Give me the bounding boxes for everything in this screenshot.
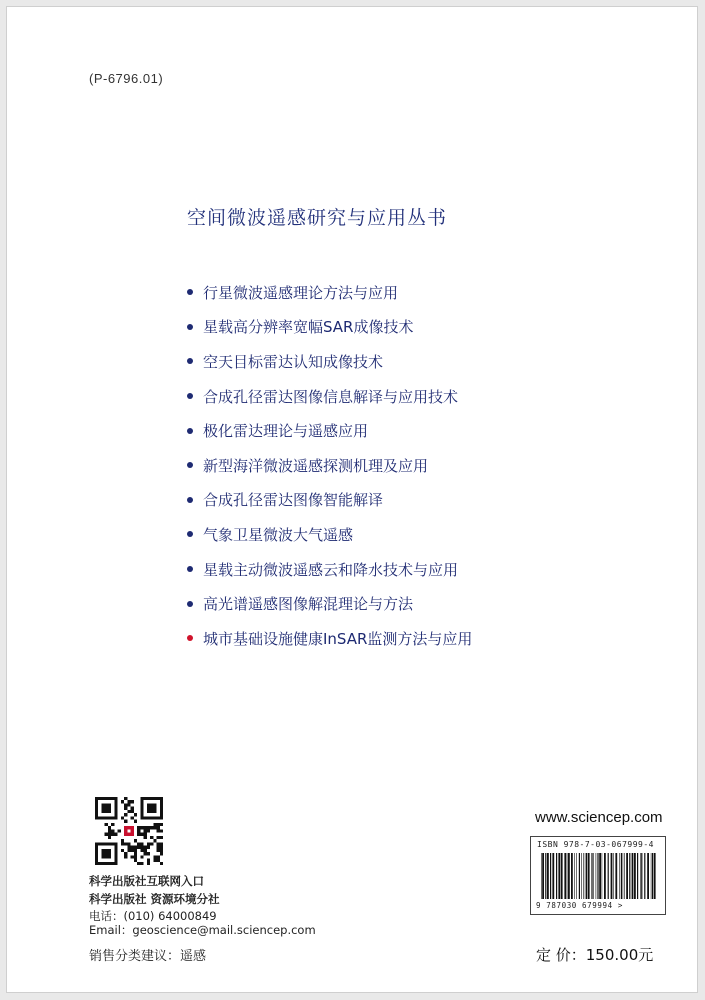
sales-category: 销售分类建议：遥感	[89, 949, 207, 964]
isbn-barcode-block	[530, 836, 666, 915]
bullet-icon	[187, 289, 193, 295]
isbn-number: ISBN 978-7-03-067999-4	[537, 840, 654, 849]
book-title: 极化雷达理论与遥感应用	[203, 422, 369, 441]
book-list-item	[187, 586, 472, 621]
back-cover	[6, 6, 698, 993]
publisher-branch: 科学出版社 资源环境分社	[89, 892, 220, 906]
book-title: 行星微波遥感理论方法与应用	[203, 283, 399, 302]
bullet-icon	[187, 601, 193, 607]
book-title: 新型海洋微波遥感探测机理及应用	[203, 456, 429, 475]
barcode-digits: 9 787030 679994 >	[536, 901, 623, 910]
catalog-code: (P-6796.01)	[89, 71, 164, 86]
bullet-icon	[187, 462, 193, 468]
publisher-phone: 电话：(010) 64000849	[89, 909, 217, 923]
book-title: 合成孔径雷达图像智能解译	[203, 491, 384, 510]
qr-code-icon	[95, 797, 163, 865]
publisher-website: www.sciencep.com	[535, 809, 663, 826]
book-title: 合成孔径雷达图像信息解译与应用技术	[203, 387, 459, 406]
book-title: 高光谱遥感图像解混理论与方法	[203, 595, 414, 614]
book-title: 空天目标雷达认知成像技术	[203, 352, 384, 371]
book-list-item	[187, 413, 472, 448]
book-list-item	[187, 552, 472, 587]
bullet-icon	[187, 324, 193, 330]
bullet-icon	[187, 497, 193, 503]
bullet-icon	[187, 635, 193, 641]
book-title: 城市基础设施健康InSAR监测方法与应用	[203, 629, 473, 648]
bullet-icon	[187, 428, 193, 434]
series-title: 空间微波遥感研究与应用丛书	[187, 207, 448, 229]
bullet-icon	[187, 566, 193, 572]
book-list-item	[187, 517, 472, 552]
price-label: 定 价：150.00元	[536, 946, 654, 964]
book-list-item	[187, 621, 472, 656]
publisher-email: Email：geoscience@mail.sciencep.com	[89, 923, 316, 937]
book-list	[187, 275, 472, 656]
book-title: 星载主动微波遥感云和降水技术与应用	[203, 560, 459, 579]
book-title: 星载高分辨率宽幅SAR成像技术	[203, 318, 414, 337]
bullet-icon	[187, 358, 193, 364]
book-list-item	[187, 483, 472, 518]
book-list-item	[187, 310, 472, 345]
book-list-item	[187, 275, 472, 310]
bullet-icon	[187, 531, 193, 537]
publisher-portal-label: 科学出版社互联网入口	[89, 874, 204, 888]
bullet-icon	[187, 393, 193, 399]
book-title: 气象卫星微波大气遥感	[203, 525, 354, 544]
book-list-item	[187, 448, 472, 483]
book-list-item	[187, 379, 472, 414]
book-list-item	[187, 344, 472, 379]
barcode-icon	[539, 853, 659, 899]
